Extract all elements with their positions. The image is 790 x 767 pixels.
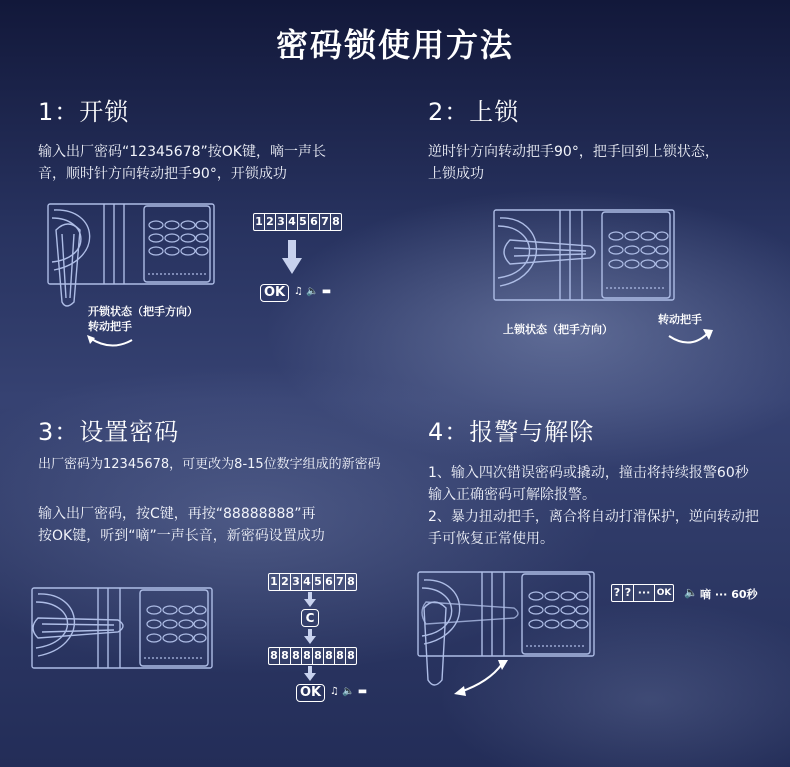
section-3-c-key: C xyxy=(301,609,319,627)
section-3-line-2: 按OK键，听到“嘀”一声长音，新密码设置成功 xyxy=(38,528,325,544)
alarm-speaker-icon: 🔈 xyxy=(684,586,698,599)
code-digit: 3 xyxy=(291,574,302,590)
code-digit: 8 xyxy=(269,648,280,664)
code-digit: 8 xyxy=(347,575,355,588)
section-4-heading: 4：报警与解除 xyxy=(428,418,595,446)
section-3-old-code xyxy=(268,573,357,591)
section-4-alarm-display xyxy=(611,584,674,602)
down-arrow-icon xyxy=(304,666,316,682)
section-3-ok-key: OK xyxy=(296,684,325,702)
section-4-ok-key: OK xyxy=(656,588,672,598)
wrong-digit: ? xyxy=(623,585,634,601)
code-digit: 5 xyxy=(298,214,309,230)
code-digit: 8 xyxy=(332,215,340,228)
lock-illustration-setup xyxy=(28,584,218,674)
code-digit: 2 xyxy=(265,214,276,230)
section-4-line-1: 1、输入四次错误密码或撬动，撞击将持续报警60秒 xyxy=(428,465,749,481)
down-arrow-icon xyxy=(304,629,316,645)
beep-sound-icon: ♫ 🔈 ▬ xyxy=(294,286,332,297)
code-digit: 3 xyxy=(276,214,287,230)
wrong-digit: ? xyxy=(612,585,623,601)
code-digit: 8 xyxy=(347,649,355,662)
section-2-line-1: 逆时针方向转动把手90°，把手回到上锁状态， xyxy=(428,144,719,160)
section-1-line-2: 音，顺时针方向转动把手90°，开锁成功 xyxy=(38,166,287,182)
wrong-digits-more: ··· xyxy=(634,585,655,601)
code-digit: 1 xyxy=(269,574,280,590)
code-digit: 8 xyxy=(291,648,302,664)
section-1-state-label: 开锁状态（把手方向） xyxy=(88,305,198,318)
section-1-line-1: 输入出厂密码“12345678”按OK键，嘀一声长 xyxy=(38,144,326,160)
section-4-line-4: 手可恢复正常使用。 xyxy=(428,531,554,547)
code-digit: 1 xyxy=(254,214,265,230)
lock-illustration-alarm xyxy=(414,572,599,697)
code-digit: 2 xyxy=(280,574,291,590)
section-3-heading: 3：设置密码 xyxy=(38,418,180,446)
page-title: 密码锁使用方法 xyxy=(275,26,514,64)
section-1-heading: 1：开锁 xyxy=(38,98,130,126)
code-digit: 8 xyxy=(324,648,335,664)
rotate-arrow-icon xyxy=(665,328,715,350)
section-2-heading: 2：上锁 xyxy=(428,98,520,126)
section-3-intro: 出厂密码为12345678，可更改为8-15位数字组成的新密码 xyxy=(38,457,381,472)
section-2-state-label: 上锁状态（把手方向） xyxy=(503,323,613,336)
section-3-line-1: 输入出厂密码，按C键，再按“88888888”再 xyxy=(38,506,316,522)
beep-sound-icon: ♫ 🔈 ▬ xyxy=(330,686,368,697)
lock-illustration-locked xyxy=(490,206,680,306)
section-1-ok-key: OK xyxy=(260,284,289,302)
code-digit: 6 xyxy=(324,574,335,590)
code-digit: 8 xyxy=(335,648,346,664)
section-4-line-2: 输入正确密码可解除报警。 xyxy=(428,487,596,503)
code-digit: 8 xyxy=(302,648,313,664)
code-digit: 6 xyxy=(309,214,320,230)
code-digit: 7 xyxy=(320,214,331,230)
section-2-line-2: 上锁成功 xyxy=(428,166,484,182)
section-3-new-code xyxy=(268,647,357,665)
rotate-arrow-icon xyxy=(86,334,136,352)
down-arrow-icon xyxy=(282,238,302,278)
section-4-alarm-sound: 嘀 ··· 60秒 xyxy=(700,588,758,601)
code-digit: 5 xyxy=(313,574,324,590)
code-digit: 8 xyxy=(313,648,324,664)
code-digit: 7 xyxy=(335,574,346,590)
section-1-code-display xyxy=(253,213,342,231)
section-2-turn-label: 转动把手 xyxy=(658,313,702,326)
code-digit: 4 xyxy=(287,214,298,230)
down-arrow-icon xyxy=(304,592,316,608)
lock-illustration-unlocked xyxy=(44,200,219,310)
code-digit: 8 xyxy=(280,648,291,664)
code-digit: 4 xyxy=(302,574,313,590)
section-1-turn-label: 转动把手 xyxy=(88,320,132,333)
section-4-line-3: 2、暴力扭动把手，离合将自动打滑保护，逆向转动把 xyxy=(428,509,759,525)
